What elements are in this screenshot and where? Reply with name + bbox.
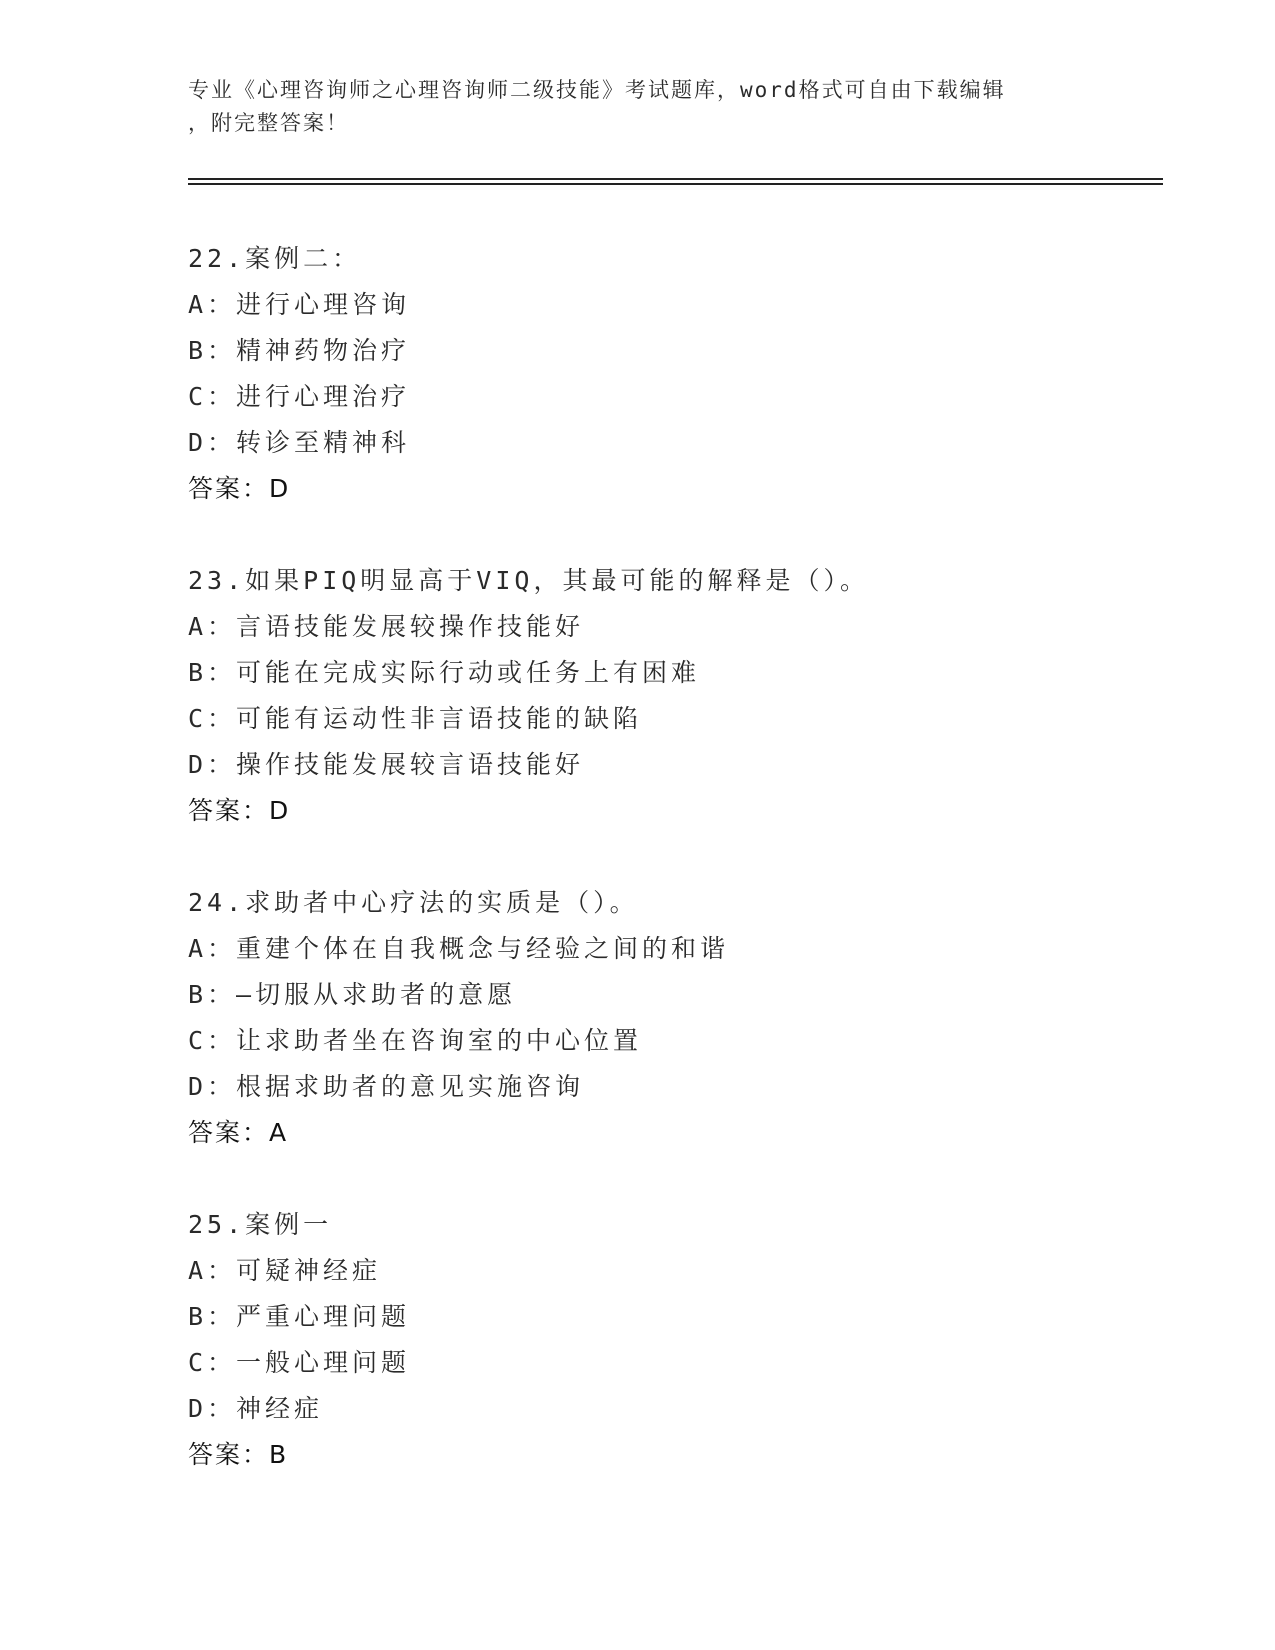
option-a: A：言语技能发展较操作技能好 [188,612,585,641]
header-divider-top [188,178,1163,180]
question-24 [188,880,1168,1202]
question-list [188,236,1168,1524]
header-line-1: 专业《心理咨询师之心理咨询师二级技能》考试题库，word格式可自由下载编辑 [188,78,1006,102]
option-c: C：让求助者坐在咨询室的中心位置 [188,1026,643,1055]
question-22 [188,236,1168,558]
option-b: B：严重心理问题 [188,1302,411,1331]
document-header [188,74,1088,140]
option-c: C：可能有运动性非言语技能的缺陷 [188,704,643,733]
header-divider-bottom [188,183,1163,185]
question-stem: 22.案例二： [188,244,362,273]
option-a: A：进行心理咨询 [188,290,411,319]
question-23 [188,558,1168,880]
option-d: D：操作技能发展较言语技能好 [188,750,585,779]
header-line-2: ，附完整答案！ [188,111,349,135]
option-c: C：进行心理治疗 [188,382,411,411]
option-b: B：精神药物治疗 [188,336,411,365]
option-d: D：转诊至精神科 [188,428,411,457]
option-b: B：—切服从求助者的意愿 [188,980,517,1009]
answer-line: 答案：D [188,474,291,503]
question-stem: 23.如果PIQ明显高于VIQ，其最可能的解释是（）。 [188,566,869,595]
option-d: D：神经症 [188,1394,324,1423]
option-a: A：可疑神经症 [188,1256,382,1285]
option-a: A：重建个体在自我概念与经验之间的和谐 [188,934,730,963]
option-b: B：可能在完成实际行动或任务上有困难 [188,658,701,687]
option-d: D：根据求助者的意见实施咨询 [188,1072,585,1101]
question-stem: 24.求助者中心疗法的实质是（）。 [188,888,639,917]
answer-line: 答案：A [188,1118,289,1147]
option-c: C：一般心理问题 [188,1348,411,1377]
question-25 [188,1202,1168,1524]
answer-line: 答案：B [188,1440,289,1469]
answer-line: 答案：D [188,796,291,825]
question-stem: 25.案例一 [188,1210,333,1239]
